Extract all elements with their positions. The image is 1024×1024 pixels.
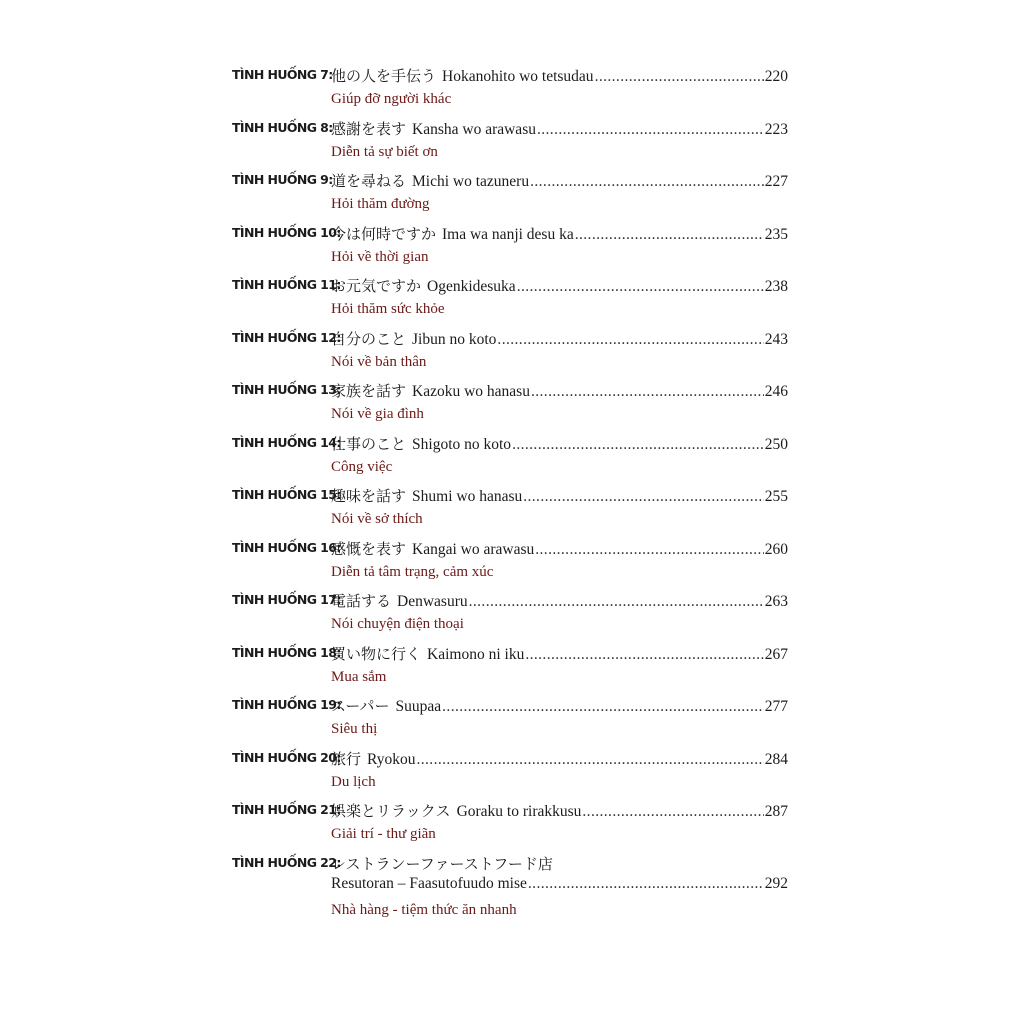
vietnamese-title: Nói về gia đình xyxy=(331,406,424,422)
toc-entry[interactable] xyxy=(232,798,792,851)
toc-entry[interactable] xyxy=(232,588,792,641)
romaji-title: Suupaa xyxy=(395,698,442,715)
vietnamese-title: Hỏi về thời gian xyxy=(331,248,429,265)
title-line xyxy=(331,328,788,349)
situation-label: TÌNH HUỐNG 21: xyxy=(232,802,341,817)
page-number: 292 xyxy=(764,874,788,892)
japanese-title: 旅行 xyxy=(331,749,362,768)
japanese-title: 仕事のこと xyxy=(331,434,407,453)
title-line xyxy=(331,118,788,139)
title-line xyxy=(331,748,788,769)
vietnamese-title: Nói về bản thân xyxy=(331,353,427,370)
vietnamese-title: Diễn tả tâm trạng, cảm xúc xyxy=(331,563,494,580)
title-line xyxy=(331,485,788,506)
dot-leader xyxy=(528,875,764,893)
title-line xyxy=(331,170,788,191)
japanese-title: 買い物に行く xyxy=(331,644,422,663)
romaji-title: Kangai wo arawasu xyxy=(412,540,535,558)
situation-label: TÌNH HUỐNG 22: xyxy=(232,854,341,870)
vietnamese-title: Siêu thị xyxy=(331,721,378,737)
japanese-title: 感慨を表す xyxy=(331,539,407,558)
japanese-title: 他の人を手伝う xyxy=(331,67,437,85)
situation-label: TÌNH HUỐNG 13: xyxy=(232,382,341,397)
romaji-title: Michi wo tazuneru xyxy=(412,173,530,190)
page-number: 277 xyxy=(764,698,788,715)
title-line xyxy=(331,695,788,716)
vietnamese-title: Hỏi thăm đường xyxy=(331,196,430,212)
romaji-title: Kazoku wo hanasu xyxy=(412,383,530,400)
vietnamese-title: Mua sắm xyxy=(331,668,387,685)
dot-leader xyxy=(575,226,764,244)
dot-leader xyxy=(497,331,763,349)
dot-leader xyxy=(582,803,763,821)
situation-label: TÌNH HUỐNG 11: xyxy=(232,277,341,292)
japanese-title: 道を尋ねる xyxy=(331,172,407,190)
japanese-title: 家族を話す xyxy=(331,382,407,400)
romaji-title: Ryokou xyxy=(367,750,416,768)
dot-leader xyxy=(512,436,764,454)
romaji-title: Kansha wo arawasu xyxy=(412,120,536,138)
title-line xyxy=(331,800,788,821)
romaji-title: Denwasuru xyxy=(397,593,468,610)
vietnamese-title: Giúp đỡ người khác xyxy=(331,91,452,107)
situation-label: TÌNH HUỐNG 18: xyxy=(232,644,341,660)
toc-entry[interactable] xyxy=(232,168,792,221)
japanese-title: 今は何時ですか xyxy=(331,224,437,243)
page-number: 260 xyxy=(764,540,788,558)
vietnamese-title: Giải trí - thư giãn xyxy=(331,826,436,842)
vietnamese-title: Nói chuyện điện thoại xyxy=(331,616,464,632)
toc-entry[interactable] xyxy=(232,693,792,746)
japanese-title: お元気ですか xyxy=(331,277,422,295)
toc-entry[interactable] xyxy=(232,641,792,694)
vietnamese-title: Nói về sở thích xyxy=(331,511,423,527)
dot-leader xyxy=(535,541,764,559)
romaji-title: Kaimono ni iku xyxy=(427,645,525,663)
toc-entry[interactable] xyxy=(232,116,792,169)
toc-entry-22[interactable] xyxy=(232,851,792,927)
vietnamese-title: Nhà hàng - tiệm thức ăn nhanh xyxy=(331,901,517,918)
situation-label: TÌNH HUỐNG 14: xyxy=(232,434,341,450)
toc-entry[interactable] xyxy=(232,431,792,484)
dot-leader xyxy=(531,383,764,401)
vietnamese-title: Diễn tả sự biết ơn xyxy=(331,143,438,160)
page-number: 267 xyxy=(764,645,788,663)
situation-label: TÌNH HUỐNG 9: xyxy=(232,172,333,187)
page-number: 223 xyxy=(764,120,788,138)
romaji-line xyxy=(331,875,788,893)
dot-leader xyxy=(517,278,764,296)
romaji-title: Jibun no koto xyxy=(412,330,497,348)
japanese-title: 趣味を話す xyxy=(331,487,407,505)
toc-entry[interactable] xyxy=(232,378,792,431)
table-of-contents xyxy=(232,63,792,927)
title-line xyxy=(331,223,788,244)
situation-label: TÌNH HUỐNG 8: xyxy=(232,119,333,135)
title-line xyxy=(331,380,788,401)
toc-entry[interactable] xyxy=(232,273,792,326)
japanese-title-line xyxy=(331,853,788,874)
situation-label: TÌNH HUỐNG 20: xyxy=(232,749,341,765)
page-number: 243 xyxy=(764,330,788,348)
toc-entry[interactable] xyxy=(232,63,792,116)
dot-leader xyxy=(530,173,764,191)
page-number: 238 xyxy=(764,278,788,295)
romaji-title: Goraku to rirakkusu xyxy=(456,803,582,820)
romaji-title: Shumi wo hanasu xyxy=(412,488,523,505)
title-line xyxy=(331,433,788,454)
dot-leader xyxy=(595,68,764,86)
situation-label: TÌNH HUỐNG 10: xyxy=(232,224,341,240)
toc-entry[interactable] xyxy=(232,483,792,536)
romaji-title: Resutoran – Faasutofuudo mise xyxy=(331,874,527,892)
page-number: 263 xyxy=(764,593,788,610)
romaji-title: Ogenkidesuka xyxy=(427,278,516,295)
page-number: 235 xyxy=(764,225,788,243)
dot-leader xyxy=(525,646,763,664)
page-number: 284 xyxy=(764,750,788,768)
title-line xyxy=(331,65,788,86)
page-number: 246 xyxy=(764,383,788,400)
situation-label: TÌNH HUỐNG 12: xyxy=(232,329,341,345)
title-line xyxy=(331,538,788,559)
japanese-title: 自分のこと xyxy=(331,329,407,348)
dot-leader xyxy=(442,698,764,716)
japanese-title: レストランーファーストフード店 xyxy=(331,854,553,873)
situation-label: TÌNH HUỐNG 7: xyxy=(232,67,333,82)
title-line xyxy=(331,590,788,611)
dot-leader xyxy=(416,751,763,769)
vietnamese-title: Hỏi thăm sức khỏe xyxy=(331,301,445,317)
japanese-title: スーパー xyxy=(331,697,390,715)
situation-label: TÌNH HUỐNG 19: xyxy=(232,697,341,712)
dot-leader xyxy=(469,593,764,611)
vietnamese-title: Công việc xyxy=(331,458,393,475)
page-number: 227 xyxy=(764,173,788,190)
toc-entry[interactable] xyxy=(232,326,792,379)
romaji-title: Ima wa nanji desu ka xyxy=(442,225,574,243)
romaji-title: Shigoto no koto xyxy=(412,435,512,453)
japanese-title: 娯楽とリラックス xyxy=(331,802,451,820)
toc-entry[interactable] xyxy=(232,221,792,274)
situation-label: TÌNH HUỐNG 17: xyxy=(232,592,341,607)
situation-label: TÌNH HUỐNG 16: xyxy=(232,539,341,555)
dot-leader xyxy=(523,488,764,506)
title-line xyxy=(331,275,788,296)
title-line xyxy=(331,643,788,664)
japanese-title: 感謝を表す xyxy=(331,119,407,138)
page-number: 250 xyxy=(764,435,788,453)
toc-entry[interactable] xyxy=(232,746,792,799)
page-number: 255 xyxy=(764,488,788,505)
toc-entry[interactable] xyxy=(232,536,792,589)
situation-label: TÌNH HUỐNG 15: xyxy=(232,487,341,502)
romaji-title: Hokanohito wo tetsudau xyxy=(442,68,594,85)
page-number: 287 xyxy=(764,803,788,820)
vietnamese-title: Du lịch xyxy=(331,773,376,790)
japanese-title: 電話する xyxy=(331,592,392,610)
dot-leader xyxy=(537,121,764,139)
page-number: 220 xyxy=(764,68,788,85)
toc-list xyxy=(232,63,792,851)
